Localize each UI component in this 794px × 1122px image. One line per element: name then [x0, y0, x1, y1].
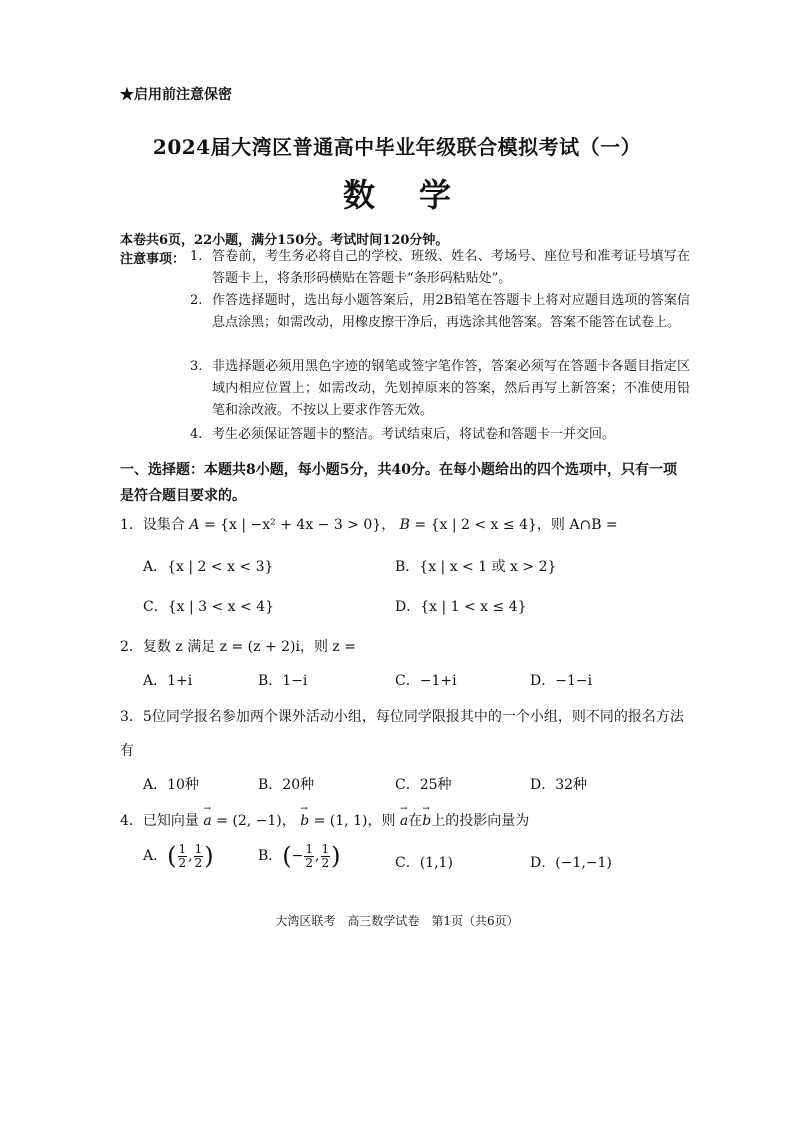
notes-label: 注意事项： [120, 252, 186, 267]
option-b[interactable]: B．1−i [258, 673, 308, 689]
question-text: 5位同学报名参加两个课外活动小组，每位同学限报其中的一个小组，则不同的报名方法 [142, 709, 684, 725]
option-label: B． [258, 848, 283, 864]
vector-b-ref: → b [422, 813, 431, 829]
question-number: 2． [120, 639, 143, 655]
exam-title: 2024届大湾区普通高中毕业年级联合模拟考试（一） [152, 135, 642, 159]
note-text: 答卷前，考生务必将自己的学校、班级、姓名、考场号、座位号和准考证号填写在答题卡上，将条形码横贴在答题卡“条形码粘贴处”。 [212, 249, 690, 286]
note-text: 作答选择题时，选出每小题答案后，用2B铅笔在答题卡上将对应题目选项的答案信息点涂黑；如需改动，用橡皮擦干净后，再选涂其他答案。答案不能答在试卷上。 [212, 293, 690, 330]
option-a[interactable]: A．10种 [143, 777, 199, 793]
confidential-label: ★启用前注意保密 [120, 87, 232, 103]
question-number: 3． [120, 709, 143, 725]
set-b-name: B [399, 517, 410, 533]
subject-char-2: 学 [419, 176, 452, 214]
option-c[interactable]: C．(1,1) [395, 855, 453, 871]
fraction: $\frac{1}{2}$ [321, 841, 330, 870]
subject-char-1: 数 [342, 176, 375, 214]
vector-a-value: = (2, −1)， [216, 813, 296, 829]
option-d[interactable]: D．{x | 1 < x ≤ 4} [395, 599, 527, 615]
option-b[interactable]: B．(− $\frac{1}{2}$ , $\frac{1}{2}$ ) [258, 841, 341, 870]
question-3-stem-cont: 有 [120, 743, 134, 759]
note-item [190, 356, 690, 422]
question-number: 1． [120, 517, 143, 533]
question-mid: 在 [408, 813, 423, 829]
vector-b: → b [300, 813, 309, 829]
set-a-name: A [189, 517, 200, 533]
note-text: 考生必须保证答题卡的整洁。考试结束后，将试卷和答题卡一并交回。 [212, 427, 616, 442]
page-footer: 大湾区联考 高三数学试卷 第1页（共6页） [275, 914, 519, 928]
option-c[interactable]: C．−1+i [395, 673, 457, 689]
option-a[interactable]: A．1+i [143, 673, 193, 689]
note-item [190, 290, 690, 334]
note-number: 4. [190, 427, 203, 442]
question-ask: ，则 A∩B = [536, 517, 618, 533]
option-b[interactable]: B．20种 [258, 777, 315, 793]
section-heading: 一、选择题：本题共8小题，每小题5分，共40分。在每小题给出的四个选项中，只有一项是符合题目要求的。 [120, 462, 677, 504]
note-number: 1. [190, 249, 203, 264]
option-d[interactable]: D．−1−i [530, 673, 593, 689]
question-1-stem: 1．设集合 A = {x | −x² + 4x − 3 > 0}， B = {x | 2 < x ≤ 4}，则 A∩B = [120, 517, 618, 533]
vector-a: → a [203, 813, 211, 829]
option-a[interactable]: A．( $\frac{1}{2}$ , $\frac{1}{2}$ ) [143, 841, 214, 870]
option-c[interactable]: C．25种 [395, 777, 452, 793]
question-3-stem [120, 706, 684, 726]
option-c[interactable]: C．{x | 3 < x < 4} [143, 599, 275, 615]
question-tail: 上的投影向量为 [431, 813, 530, 829]
fraction: $\frac{1}{2}$ [194, 841, 203, 870]
note-item [190, 424, 690, 446]
option-d[interactable]: D．(−1,−1) [530, 855, 612, 871]
question-lead: 设集合 [142, 517, 185, 533]
question-lead: 已知向量 [142, 813, 199, 829]
fraction: $\frac{1}{2}$ [178, 841, 187, 870]
note-number: 3. [190, 359, 203, 374]
note-text: 非选择题必须用黑色字迹的钢笔或签字笔作答，答案必须写在答题卡各题目指定区域内相应位置上；如需改动，先划掉原来的答案，然后再写上新答案；不准使用铅笔和涂改液。不按以上要求作答无效。 [212, 359, 690, 418]
note-number: 2. [190, 293, 203, 308]
set-a-expr: = {x | −x² + 4x − 3 > 0} [203, 517, 382, 533]
question-text: 复数 z 满足 z = (z + 2)i，则 z = [142, 639, 356, 655]
option-d[interactable]: D．32种 [530, 777, 588, 793]
question-4-stem [120, 810, 529, 830]
option-a[interactable]: A．{x | 2 < x < 3} [143, 559, 274, 575]
fraction: $\frac{1}{2}$ [305, 841, 314, 870]
option-b[interactable]: B．{x | x < 1 或 x > 2} [395, 559, 557, 575]
question-number: 4． [120, 813, 143, 829]
vector-b-value: = (1, 1)，则 [313, 813, 396, 829]
option-label: A． [143, 848, 168, 864]
set-b-expr: = {x | 2 < x ≤ 4} [414, 517, 537, 533]
exam-summary: 本卷共6页，22小题，满分150分。考试时间120分钟。 [120, 233, 449, 248]
note-item [190, 246, 690, 290]
question-2-stem [120, 636, 356, 656]
subject-title [0, 170, 794, 216]
vector-a-ref: → a [400, 813, 408, 829]
